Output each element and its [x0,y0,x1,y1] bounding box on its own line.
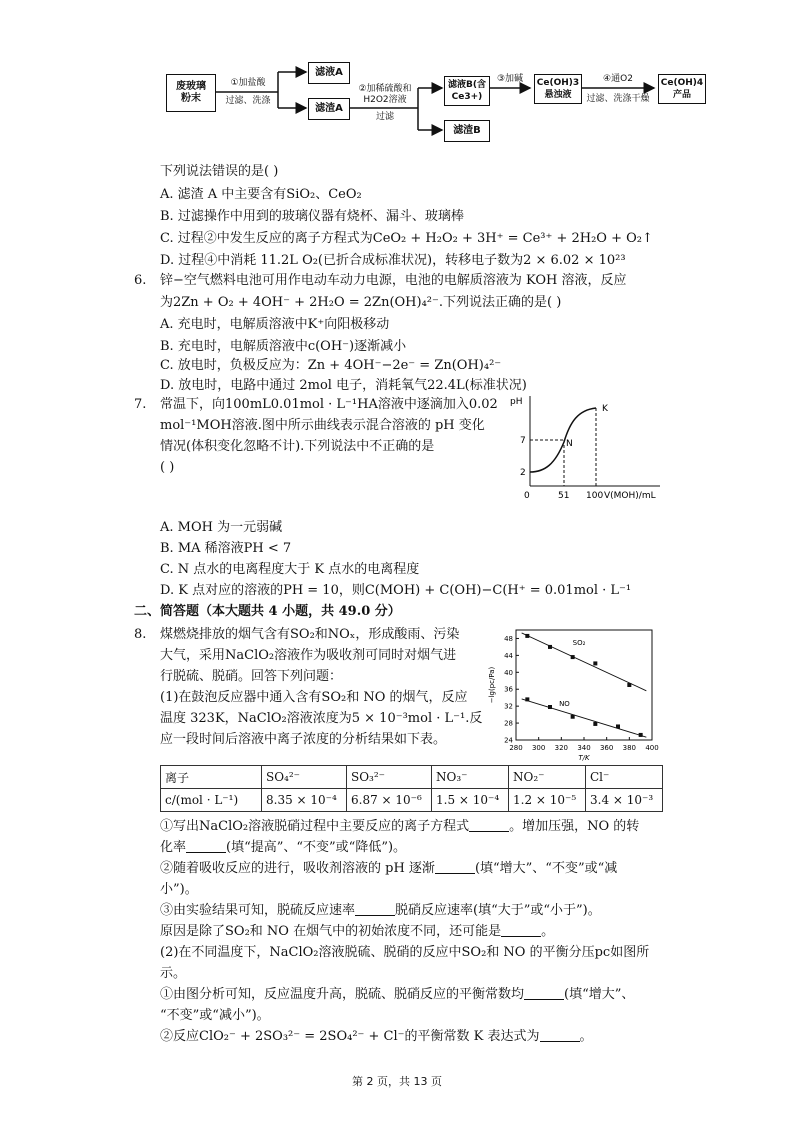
q8-number: 8. [134,627,147,642]
q8-part5-line2: “不变”或“减小”)。 [160,1008,270,1023]
y-tick-label: 32 [504,702,513,711]
q8-part6-line1: ②反应ClO₂⁻ + 2SO₃²⁻ = 2SO₄²⁻ + Cl⁻的平衡常数 K 表达式为 。 [160,1029,593,1044]
y-axis-label: −lg(pc/Pa) [488,666,496,704]
x-tick-label: 400 [645,744,659,752]
step2-sub-label: 过滤 [375,112,394,122]
q8-part3-line2: 原因是除了SO₂和 NO 在烟气中的初始浓度不同，还可能是 。 [160,924,555,939]
q8-part2-line2: 小”)。 [160,882,198,897]
q8-line3: 行脱硫、脱硝。回答下列问题： [160,669,343,684]
data-point-no [548,705,552,709]
graph-xtick-51: 51 [558,491,570,501]
step1-label: ①加盐酸 [230,78,266,88]
data-point-no [571,715,575,719]
q8-part4-line2: 示。 [160,966,187,981]
x-tick-label: 380 [622,744,637,752]
q5-option-b: B. 过滤操作中用到的玻璃仪器有烧杯、漏斗、玻璃棒 [160,209,464,224]
q5-option-a: A. 滤渣 A 中主要含有SiO₂、CeO₂ [160,187,362,202]
answer-blank[interactable] [435,861,475,874]
q8-line1: 煤燃烧排放的烟气含有SO₂和NOₓ，形成酸雨、污染 [160,627,460,642]
data-point-no [639,733,643,737]
step3-label: ③加碱 [496,74,524,84]
q7-stem-line2: mol⁻¹MOH溶液.图中所示曲线表示混合溶液的 pH 变化 [160,418,485,433]
y-tick-label: 44 [504,651,513,660]
box-filtrate-b: 滤液B(含Ce3+) [444,76,490,106]
table-header-cell: Cl⁻ [586,766,663,789]
x-tick-label: 320 [554,744,569,752]
data-point-no [525,697,529,701]
table-header-cell: SO₃²⁻ [347,766,432,789]
step2-label: ②加稀硫酸和H2O2溶液 [358,84,412,105]
q6-stem-line2: 为2Zn + O₂ + 4OH⁻ + 2H₂O = 2Zn(OH)₄²⁻.下列说法正确的是( ) [160,295,562,310]
q8-part5-line1: ①由图分析可知，反应温度升高，脱硫、脱硝反应的平衡常数均 (填“增大”、 [160,987,635,1002]
answer-blank[interactable] [501,924,541,937]
table-header-cell: NO₂⁻ [509,766,586,789]
y-tick-label: 36 [504,685,513,694]
y-tick-label: 48 [504,634,513,643]
series-label-so2: SO₂ [572,638,586,647]
q8-line6: 应一段时间后溶液中离子浓度的分析结果如下表。 [160,732,447,747]
x-tick-label: 360 [599,744,614,752]
answer-blank[interactable] [186,840,226,853]
graph-xlabel: V(MOH)/mL [604,491,656,501]
data-point-no [593,722,597,726]
q7-stem-line1: 常温下，向100mL0.01mol · L⁻¹HA溶液中逐滴加入0.02 [160,397,498,412]
q8-line5: 温度 323K，NaClO₂溶液浓度为5 × 10⁻³mol · L⁻¹.反 [160,711,483,726]
table-cell: 8.35 × 10⁻⁴ [262,789,347,812]
data-point-so2 [525,634,529,638]
graph-ytick-7: 7 [520,436,526,446]
box-waste-glass: 废玻璃粉末 [166,74,216,112]
y-tick-label: 28 [504,719,513,728]
q8-part3-line1: ③由实验结果可知，脱硫反应速率 脱硝反应速率(填“大于”或“小于”)。 [160,903,601,918]
box-residue-b: 滤渣B [444,120,490,142]
q6-number: 6. [134,273,147,288]
table-cell: c/(mol · L⁻¹) [161,789,262,812]
graph-ylabel: pH [510,397,523,407]
table-header-cell: SO₄²⁻ [262,766,347,789]
y-tick-label: 24 [504,736,513,745]
x-tick-label: 340 [577,744,591,752]
table-header-row [161,766,663,789]
answer-blank[interactable] [540,1029,580,1042]
q6-option-a: A. 充电时，电解质溶液中K⁺向阳极移动 [160,317,390,332]
box-product: Ce(OH)4产品 [658,74,706,104]
data-point-so2 [548,645,552,649]
ion-concentration-table [160,765,663,812]
step4-label: ④通O2 [603,74,633,84]
table-cell: 6.87 × 10⁻⁶ [347,789,432,812]
q7-option-b: B. MA 稀溶液PH < 7 [160,541,292,556]
data-point-so2 [627,683,631,687]
graph-point-k: K [602,404,608,414]
q8-part1-line1: ①写出NaClO₂溶液脱硝过程中主要反应的离子方程式 。增加压强，NO 的转 [160,819,640,834]
q8-line4: (1)在鼓泡反应器中通入含有SO₂和 NO 的烟气，反应 [160,690,468,705]
data-point-so2 [571,655,575,659]
q5-option-d: D. 过程④中消耗 11.2L O₂(已折合成标准状况)，转移电子数为2 × 6.02 × 10²³ [160,253,626,268]
q7-stem-line3: 情况(体积变化忽略不计).下列说法中不正确的是 [160,439,435,454]
q8-part2-line1: ②随着吸收反应的进行，吸收剂溶液的 pH 逐渐 (填“增大”、“不变”或“减 [160,861,618,876]
table-cell: 1.5 × 10⁻⁴ [432,789,509,812]
answer-blank[interactable] [469,819,509,832]
data-point-no [616,724,620,728]
q6-option-b: B. 充电时，电解质溶液中c(OH⁻)逐渐减小 [160,339,407,354]
table-cell: 1.2 × 10⁻⁵ [509,789,586,812]
step4-sub-label: 过滤、洗涤干燥 [586,94,650,104]
titration-graph [500,392,670,502]
q7-stem-line4: ( ) [160,460,175,475]
q7-option-c: C. N 点水的电离程度大于 K 点水的电离程度 [160,562,420,577]
graph-xtick-0: 0 [524,491,530,501]
graph-point-n: N [566,439,573,449]
step1-sub-label: 过滤、洗涤 [225,96,271,106]
table-header-cell: 离子 [161,766,262,789]
table-header-cell: NO₃⁻ [432,766,509,789]
q6-stem-line1: 锌−空气燃料电池可用作电动车动力电源，电池的电解质溶液为 KOH 溶液，反应 [160,273,627,288]
q8-line2: 大气，采用NaClO₂溶液作为吸收剂可同时对烟气进 [160,648,457,663]
trend-line-no [522,699,647,737]
table-cell: 3.4 × 10⁻³ [586,789,663,812]
box-suspension: Ce(OH)3悬浊液 [534,74,582,104]
series-label-no: NO [559,699,570,708]
q6-option-d: D. 放电时，电路中通过 2mol 电子，消耗氧气22.4L(标准状况) [160,378,527,393]
pressure-chart-svg [486,622,662,762]
answer-blank[interactable] [524,987,564,1000]
box-residue-a: 滤渣A [308,98,350,120]
x-tick-label: 280 [509,744,523,752]
x-axis-label: T/K [578,754,590,762]
q5-option-c: C. 过程②中发生反应的离子方程式为CeO₂ + H₂O₂ + 3H⁺ = Ce³⁺ + 2H₂O + O₂↑ [160,231,653,246]
answer-blank[interactable] [355,903,395,916]
section-heading: 二、简答题（本大题共 4 小题，共 49.0 分） [134,604,401,619]
box-filtrate-a: 滤液A [308,62,350,84]
y-tick-label: 40 [504,668,513,677]
x-tick-label: 300 [531,744,546,752]
q5-stem: 下列说法错误的是( ) [160,164,279,179]
q7-number: 7. [134,397,147,412]
q6-option-c: C. 放电时，负极反应为：Zn + 4OH⁻−2e⁻ = Zn(OH)₄²⁻ [160,358,502,373]
page-footer: 第 2 页，共 13 页 [352,1075,442,1088]
titration-graph-svg [500,392,670,502]
q7-option-d: D. K 点对应的溶液的PH = 10，则C(MOH) + C(OH)−C(H⁺ = 0.01mol · L⁻¹ [160,583,632,598]
q8-part4-line1: (2)在不同温度下，NaClO₂溶液脱硫、脱硝的反应中SO₂和 NO 的平衡分压pc如图所 [160,945,650,960]
graph-ytick-2: 2 [520,468,526,478]
graph-xtick-100: 100 [586,491,604,501]
pressure-chart [486,622,662,762]
q7-option-a: A. MOH 为一元弱碱 [160,520,283,535]
q8-part1-line2: 化率 (填“提高”、“不变”或“降低”)。 [160,840,407,855]
table-row [161,789,663,812]
data-point-so2 [593,661,597,665]
